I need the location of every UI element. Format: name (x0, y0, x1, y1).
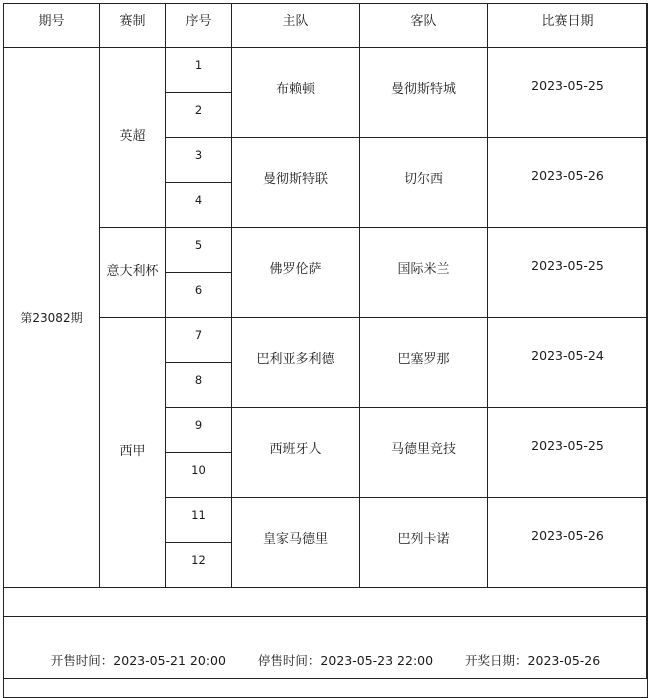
index-cell: 7 (166, 318, 232, 363)
home-team: 巴利亚多利德 (232, 318, 360, 408)
away-team: 曼彻斯特城 (360, 48, 488, 138)
index-cell: 6 (166, 273, 232, 318)
table-row (4, 318, 648, 363)
match-date: 2023-05-25 (488, 48, 648, 138)
index-cell: 2 (166, 93, 232, 138)
sale-stop-time: 停售时间：2023-05-23 22:00 (257, 653, 434, 668)
match-date: 2023-05-26 (488, 498, 648, 588)
header-away-team: 客队 (360, 4, 488, 48)
index-cell: 3 (166, 138, 232, 183)
home-team: 西班牙人 (232, 408, 360, 498)
table-row (4, 48, 648, 93)
away-team: 切尔西 (360, 138, 488, 228)
index-cell: 5 (166, 228, 232, 273)
spacer-row (4, 588, 648, 617)
index-cell: 1 (166, 48, 232, 93)
away-team: 巴列卡诺 (360, 498, 488, 588)
league-epl: 英超 (100, 48, 166, 228)
away-team: 马德里竞技 (360, 408, 488, 498)
spacer-cell (4, 588, 648, 617)
match-date: 2023-05-26 (488, 138, 648, 228)
away-team: 巴塞罗那 (360, 318, 488, 408)
index-cell: 9 (166, 408, 232, 453)
away-team: 国际米兰 (360, 228, 488, 318)
index-cell: 10 (166, 453, 232, 498)
home-team: 布赖顿 (232, 48, 360, 138)
sale-start-time: 开售时间：2023-05-21 20:00 (50, 653, 226, 668)
league-laliga: 西甲 (100, 318, 166, 588)
header-competition: 赛制 (100, 4, 166, 48)
footer-row (4, 617, 648, 698)
match-date: 2023-05-25 (488, 408, 648, 498)
index-cell: 11 (166, 498, 232, 543)
header-row (4, 4, 648, 48)
match-schedule-table (3, 3, 648, 698)
league-coppa-italia: 意大利杯 (100, 228, 166, 318)
footer-cell (4, 617, 648, 698)
index-cell: 4 (166, 183, 232, 228)
header-match-date: 比赛日期 (488, 4, 648, 48)
table-row (4, 228, 648, 273)
index-cell: 8 (166, 363, 232, 408)
match-date: 2023-05-24 (488, 318, 648, 408)
home-team: 曼彻斯特联 (232, 138, 360, 228)
match-date: 2023-05-25 (488, 228, 648, 318)
draw-date: 开奖日期：2023-05-26 (465, 653, 601, 668)
home-team: 佛罗伦萨 (232, 228, 360, 318)
home-team: 皇家马德里 (232, 498, 360, 588)
header-home-team: 主队 (232, 4, 360, 48)
index-cell: 12 (166, 543, 232, 588)
header-index: 序号 (166, 4, 232, 48)
issue-number: 第23082期 (4, 48, 100, 588)
header-issue: 期号 (4, 4, 100, 48)
